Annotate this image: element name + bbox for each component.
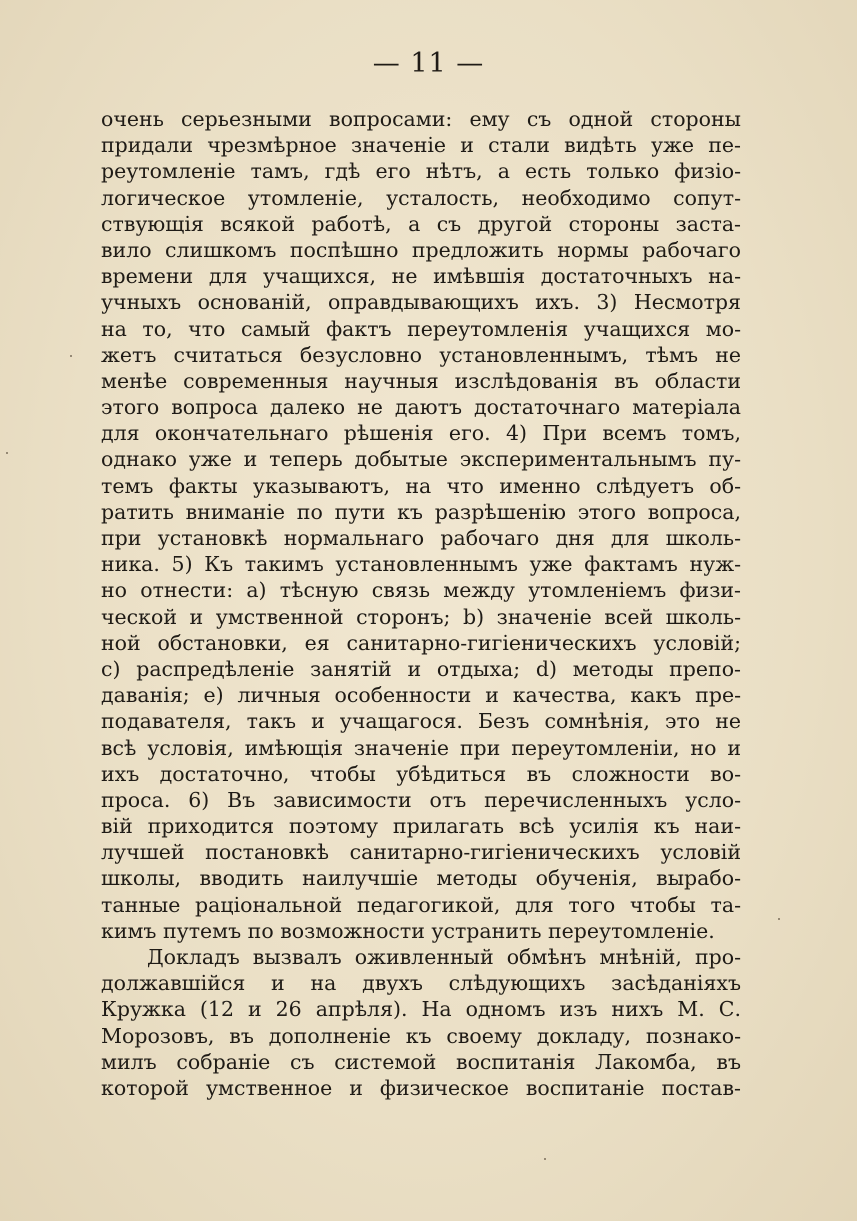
text-line: жетъ считаться безусловно установленнымъ, тѣмъ не	[101, 342, 741, 367]
paper-speck	[544, 1158, 546, 1160]
text-line: на то, что самый фактъ переутомленiя учащихся мо-	[101, 316, 741, 341]
paper-speck	[6, 452, 8, 454]
text-line: школы, вводить наилучшiе методы обученiя, вырабо-	[101, 866, 741, 891]
text-line: при установкѣ нормальнаго рабочаго дня для школь-	[101, 526, 741, 550]
text-line: милъ собранiе съ системой воспитанiя Лакомба, въ	[101, 1049, 741, 1074]
text-line: всѣ условiя, имѣющiя значенiе при переутомленiи, но и	[101, 735, 741, 760]
text-line: ной обстановки, ея санитарно-гигiеническихъ условiй;	[101, 630, 741, 655]
paragraph-start-line: Докладъ вызвалъ оживленный обмѣнъ мнѣнiй, про-	[147, 945, 741, 969]
text-line: лучшей постановкѣ санитарно-гигiеническихъ условiй	[101, 840, 741, 865]
text-line: c) распредѣленiе занятiй и отдыха; d) методы препо-	[101, 656, 741, 681]
text-line: ника. 5) Къ такимъ установленнымъ уже фактамъ нуж-	[101, 552, 741, 577]
text-line: Морозовъ, въ дополненiе къ своему докладу, познако-	[101, 1023, 741, 1048]
text-line: Кружка (12 и 26 апрѣля). На одномъ изъ нихъ М. С.	[101, 997, 741, 1022]
text-line: для окончательнаго рѣшенiя его. 4) При всемъ томъ,	[101, 421, 741, 446]
text-line: подавателя, такъ и учащагося. Безъ сомнѣнiя, это не	[101, 709, 741, 734]
paper-speck	[70, 355, 72, 357]
text-line: проса. 6) Въ зависимости отъ перечисленныхъ усло-	[101, 787, 741, 812]
paper-speck	[778, 918, 780, 920]
text-line: учныхъ основанiй, оправдывающихъ ихъ. 3) Несмотря	[101, 290, 741, 315]
text-line: придали чрезмѣрное значенiе и стали видѣть уже пе-	[101, 133, 741, 158]
text-line: этого вопроса далеко не даютъ достаточнаго матерiала	[101, 395, 741, 420]
text-line: ствующiя всякой работѣ, а съ другой стороны заста-	[101, 211, 741, 236]
text-line: однако уже и теперь добытые экспериментальнымъ пу-	[101, 447, 741, 472]
text-line: ихъ достаточно, чтобы убѣдиться въ сложности во-	[101, 761, 741, 786]
text-line: танные рацiональной педагогикой, для того чтобы та-	[101, 892, 741, 917]
text-line: которой умственное и физическое воспитанiе постав-	[101, 1075, 741, 1100]
text-line: реутомленiе тамъ, гдѣ его нѣтъ, а есть только физiо-	[101, 159, 741, 184]
text-line: менѣе современныя научныя изслѣдованiя въ области	[101, 368, 741, 393]
text-line: логическое утомленiе, усталость, необходимо сопут-	[101, 185, 741, 210]
body-text	[101, 106, 741, 1101]
text-line: ратить вниманiе по пути къ разрѣшенiю этого вопроса,	[101, 499, 741, 524]
text-line: ческой и умственной сторонъ; b) значенiе всей школь-	[101, 604, 741, 629]
text-line: даванiя; e) личныя особенности и качества, какъ пре-	[101, 683, 741, 708]
text-line: очень серьезными вопросами: ему съ одной стороны	[101, 107, 741, 131]
text-line: вiй приходится поэтому прилагать всѣ усилiя къ наи-	[101, 814, 741, 839]
page-number: — 11 —	[372, 48, 485, 79]
text-line: но отнести: а) тѣсную связь между утомленiемъ физи-	[101, 578, 741, 603]
text-line: должавшiйся и на двухъ слѣдующихъ засѣданiяхъ	[101, 971, 741, 996]
paragraph-end-line: кимъ путемъ по возможности устранить переутомленiе.	[101, 918, 715, 943]
text-line: вило слишкомъ поспѣшно предложить нормы рабочаго	[101, 237, 741, 262]
text-line: времени для учащихся, не имѣвшiя достаточныхъ на-	[101, 264, 741, 289]
text-line: темъ факты указываютъ, на что именно слѣдуетъ об-	[101, 473, 741, 498]
